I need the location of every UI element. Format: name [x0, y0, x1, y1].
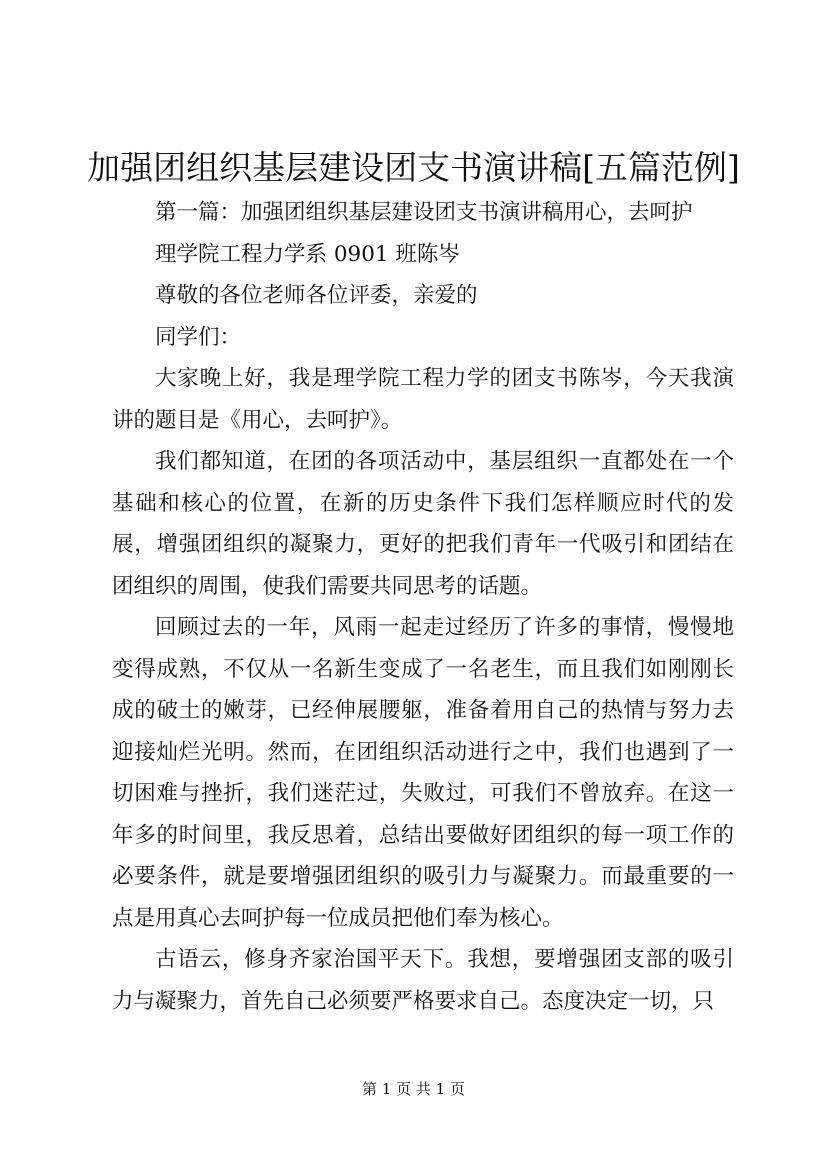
- document-title: 加强团组织基层建设团支书演讲稿[五篇范例]: [87, 148, 740, 187]
- paragraph-proverb: 古语云，修身齐家治国平天下。我想，要增强团支部的吸引力与凝聚力，首先自己必须要严格要求自己。态度决定一切，只: [112, 947, 734, 1014]
- paragraph-salutation-continued: 同学们：: [155, 324, 242, 350]
- paragraph-author: 理学院工程力学系 0901 班陈岑: [155, 241, 460, 267]
- paragraph-salutation: 尊敬的各位老师各位评委，亲爱的: [155, 283, 478, 308]
- page-footer: 第 1 页 共 1 页: [362, 1080, 465, 1098]
- paragraph-greeting: 大家晚上好，我是理学院工程力学的团支书陈岑，今天我演讲的题目是《用心，去呵护》。: [112, 366, 734, 433]
- paragraph-heading: 第一篇：加强团组织基层建设团支书演讲稿用心，去呵护: [155, 200, 693, 225]
- paragraph-context: 我们都知道，在团的各项活动中，基层组织一直都处在一个基础和核心的位置，在新的历史条件下我们怎样顺应时代的发展，增强团组织的凝聚力，更好的把我们青年一代吸引和团结在团组织的周围，使我们需要共同思考的话题。: [112, 449, 734, 599]
- paragraph-review: 回顾过去的一年，风雨一起走过经历了许多的事情，慢慢地变得成熟，不仅从一名新生变成了一名老生，而且我们如刚刚长成的破土的嫩芽，已经伸展腰躯，准备着用自己的热情与努力去迎接灿烂光明。然而，在团组织活动进行之中，我们也遇到了一切困难与挫折，我们迷茫过，失败过，可我们不曾放弃。在这一年多的时间里，我反思着，总结出要做好团组织的每一项工作的必要条件，就是要增强团组织的吸引力与凝聚力。而最重要的一点是用真心去呵护每一位成员把他们奉为核心。: [112, 615, 734, 931]
- document-body: [112, 192, 734, 1022]
